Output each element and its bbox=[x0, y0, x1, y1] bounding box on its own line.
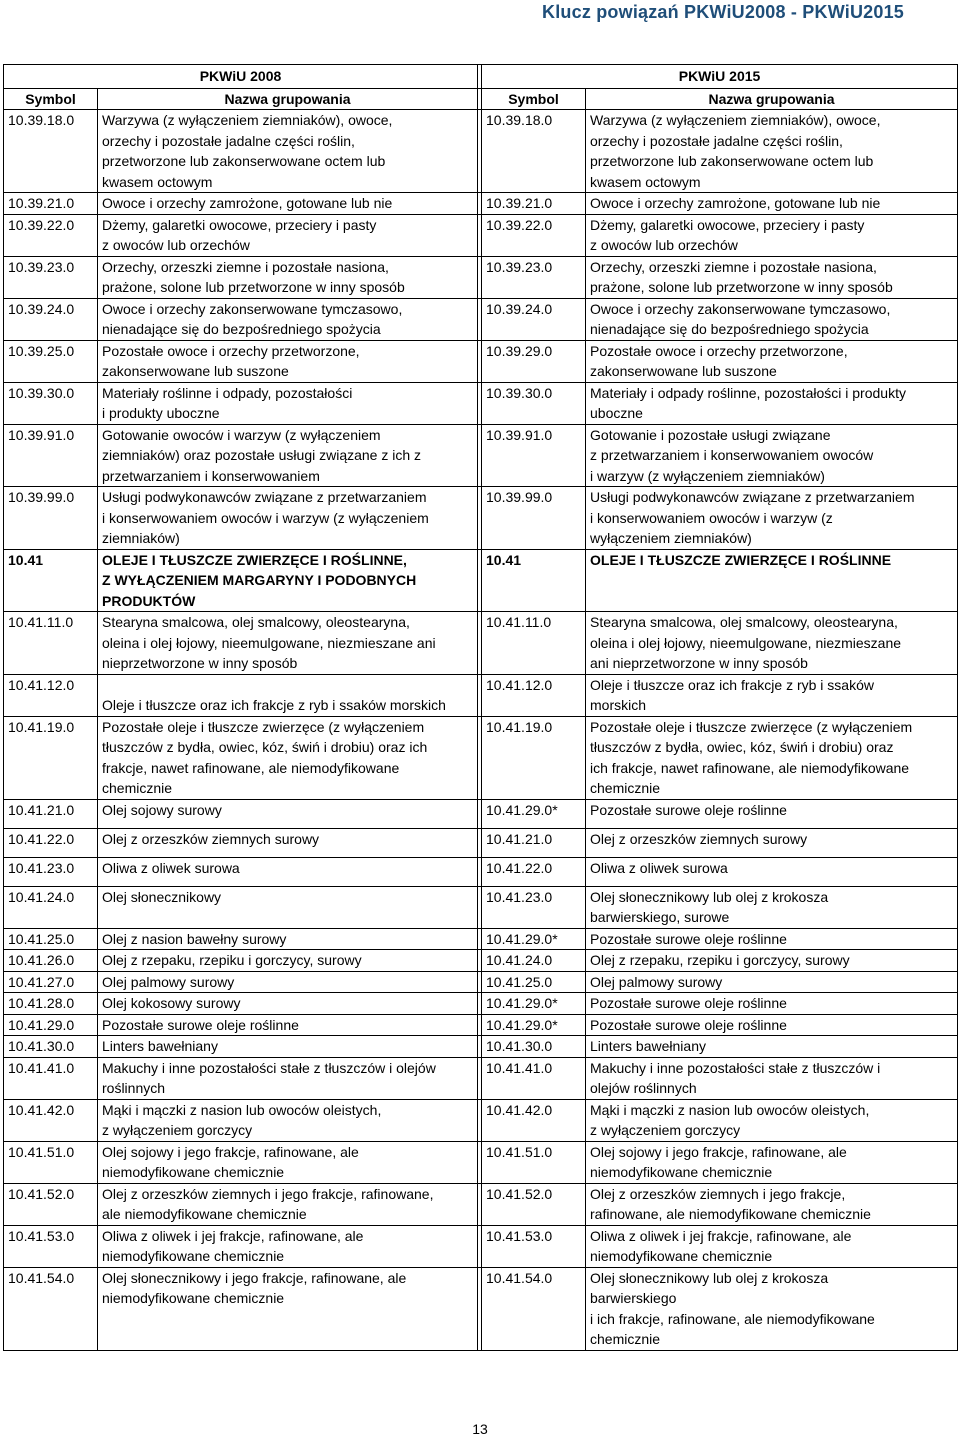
name-2015-cell: Makuchy i inne pozostałości stałe z tłuszczów i olejów roślinnych bbox=[586, 1057, 958, 1099]
name-2015-cell: Oliwa z oliwek surowa bbox=[586, 857, 958, 886]
table-row bbox=[4, 993, 958, 1015]
symbol-2008-cell: 10.41.19.0 bbox=[4, 716, 98, 799]
name-2008-cell: Olej z orzeszków ziemnych i jego frakcje, rafinowane, ale niemodyfikowane chemicznie bbox=[98, 1183, 478, 1225]
table-row bbox=[4, 487, 958, 550]
table-column-header-row bbox=[4, 89, 958, 110]
name-2008-cell: Owoce i orzechy zamrożone, gotowane lub nie bbox=[98, 193, 478, 215]
name-2015-cell: Olej palmowy surowy bbox=[586, 971, 958, 993]
name-2015-cell: Pozostałe oleje i tłuszcze zwierzęce (z wyłączeniem tłuszczów z bydła, owiec, kóz, świń i drobiu) oraz ich frakcje, nawet rafinowane, ale niemodyfikowane chemicznie bbox=[586, 716, 958, 799]
symbol-2008-cell: 10.41.22.0 bbox=[4, 828, 98, 857]
symbol-2015-cell: 10.41.52.0 bbox=[482, 1183, 586, 1225]
symbol-2015-cell: 10.41.11.0 bbox=[482, 612, 586, 675]
name-2015-cell: Linters bawełniany bbox=[586, 1036, 958, 1058]
name-2008-cell: Pozostałe surowe oleje roślinne bbox=[98, 1014, 478, 1036]
group-header-pkwiu-2015: PKWiU 2015 bbox=[482, 65, 958, 89]
name-2008-cell: Oliwa z oliwek surowa bbox=[98, 857, 478, 886]
name-2008-cell: Olej słonecznikowy i jego frakcje, rafinowane, ale niemodyfikowane chemicznie bbox=[98, 1267, 478, 1350]
symbol-2015-cell: 10.41.12.0 bbox=[482, 674, 586, 716]
name-2015-cell: Mąki i mączki z nasion lub owoców oleistych, z wyłączeniem gorczycy bbox=[586, 1099, 958, 1141]
name-2008-cell: Owoce i orzechy zakonserwowane tymczasowo, nienadające się do bezpośredniego spożycia bbox=[98, 298, 478, 340]
table-row bbox=[4, 214, 958, 256]
name-2015-cell: Dżemy, galaretki owocowe, przeciery i pasty z owoców lub orzechów bbox=[586, 214, 958, 256]
symbol-2015-cell: 10.41.29.0* bbox=[482, 799, 586, 828]
symbol-2008-cell: 10.41.26.0 bbox=[4, 950, 98, 972]
name-2008-cell: Oliwa z oliwek i jej frakcje, rafinowane, ale niemodyfikowane chemicznie bbox=[98, 1225, 478, 1267]
name-2015-cell: Olej z rzepaku, rzepiku i gorczycy, surowy bbox=[586, 950, 958, 972]
symbol-2008-cell: 10.39.24.0 bbox=[4, 298, 98, 340]
name-2015-cell: Stearyna smalcowa, olej smalcowy, oleostearyna, oleina i olej łojowy, nieemulgowane, niezmieszane ani nieprzetworzone w inny sposób bbox=[586, 612, 958, 675]
symbol-2008-cell: 10.41.12.0 bbox=[4, 674, 98, 716]
symbol-2015-cell: 10.39.21.0 bbox=[482, 193, 586, 215]
name-2008-cell: Olej sojowy surowy bbox=[98, 799, 478, 828]
classification-key-table bbox=[3, 64, 958, 1351]
table-row bbox=[4, 193, 958, 215]
name-2015-cell: Warzywa (z wyłączeniem ziemniaków), owoce, orzechy i pozostałe jadalne części roślin, przetworzone lub zakonserwowane octem lub kwasem octowym bbox=[586, 110, 958, 193]
name-2008-cell: Mąki i mączki z nasion lub owoców oleistych, z wyłączeniem gorczycy bbox=[98, 1099, 478, 1141]
symbol-2015-cell: 10.39.22.0 bbox=[482, 214, 586, 256]
symbol-2008-cell: 10.41.11.0 bbox=[4, 612, 98, 675]
symbol-2015-cell: 10.41.54.0 bbox=[482, 1267, 586, 1350]
name-2015-cell: Olej słonecznikowy lub olej z krokosza barwierskiego i ich frakcje, rafinowane, ale niemodyfikowane chemicznie bbox=[586, 1267, 958, 1350]
symbol-2015-cell: 10.41.42.0 bbox=[482, 1099, 586, 1141]
name-2008-cell: OLEJE I TŁUSZCZE ZWIERZĘCE I ROŚLINNE, Z WYŁĄCZENIEM MARGARYNY I PODOBNYCH PRODUKTÓW bbox=[98, 549, 478, 612]
table-row bbox=[4, 382, 958, 424]
symbol-2008-cell: 10.41.53.0 bbox=[4, 1225, 98, 1267]
table-row bbox=[4, 1014, 958, 1036]
table-row bbox=[4, 1183, 958, 1225]
table-row bbox=[4, 298, 958, 340]
symbol-2015-cell: 10.41.22.0 bbox=[482, 857, 586, 886]
symbol-2008-cell: 10.41.23.0 bbox=[4, 857, 98, 886]
table-body bbox=[4, 110, 958, 1351]
table-group-header-row bbox=[4, 65, 958, 89]
symbol-2015-cell: 10.41.29.0* bbox=[482, 993, 586, 1015]
page-number: 13 bbox=[472, 1421, 488, 1437]
table-row bbox=[4, 1141, 958, 1183]
name-2008-cell: Dżemy, galaretki owocowe, przeciery i pasty z owoców lub orzechów bbox=[98, 214, 478, 256]
table-row bbox=[4, 340, 958, 382]
name-2015-cell: Olej sojowy i jego frakcje, rafinowane, ale niemodyfikowane chemicznie bbox=[586, 1141, 958, 1183]
symbol-2008-cell: 10.39.30.0 bbox=[4, 382, 98, 424]
symbol-2015-cell: 10.41.30.0 bbox=[482, 1036, 586, 1058]
name-2008-cell: Linters bawełniany bbox=[98, 1036, 478, 1058]
name-2015-cell: Materiały i odpady roślinne, pozostałości i produkty uboczne bbox=[586, 382, 958, 424]
name-2015-cell: Pozostałe surowe oleje roślinne bbox=[586, 799, 958, 828]
table-row bbox=[4, 1225, 958, 1267]
symbol-2015-cell: 10.41 bbox=[482, 549, 586, 612]
symbol-2008-cell: 10.41.52.0 bbox=[4, 1183, 98, 1225]
name-2015-cell: Orzechy, orzeszki ziemne i pozostałe nasiona, prażone, solone lub przetworzone w inny sposób bbox=[586, 256, 958, 298]
group-header-pkwiu-2008: PKWiU 2008 bbox=[4, 65, 478, 89]
symbol-2015-cell: 10.41.53.0 bbox=[482, 1225, 586, 1267]
name-2008-cell: Pozostałe oleje i tłuszcze zwierzęce (z wyłączeniem tłuszczów z bydła, owiec, kóz, świń i drobiu) oraz ich frakcje, nawet rafinowane, ale niemodyfikowane chemicznie bbox=[98, 716, 478, 799]
name-2015-cell: Owoce i orzechy zakonserwowane tymczasowo, nienadające się do bezpośredniego spożycia bbox=[586, 298, 958, 340]
table-row bbox=[4, 886, 958, 928]
table-row bbox=[4, 424, 958, 487]
name-2008-cell: Olej słonecznikowy bbox=[98, 886, 478, 928]
name-2015-cell: Pozostałe surowe oleje roślinne bbox=[586, 1014, 958, 1036]
symbol-2015-cell: 10.41.24.0 bbox=[482, 950, 586, 972]
name-2015-cell: Olej z orzeszków ziemnych i jego frakcje, rafinowane, ale niemodyfikowane chemicznie bbox=[586, 1183, 958, 1225]
symbol-2008-cell: 10.39.91.0 bbox=[4, 424, 98, 487]
name-2015-cell: Olej słonecznikowy lub olej z krokosza barwierskiego, surowe bbox=[586, 886, 958, 928]
name-2015-cell: Gotowanie i pozostałe usługi związane z przetwarzaniem i konserwowaniem owoców i warzyw (z wyłączeniem ziemniaków) bbox=[586, 424, 958, 487]
table-row bbox=[4, 1057, 958, 1099]
symbol-2015-cell: 10.39.18.0 bbox=[482, 110, 586, 193]
table-row bbox=[4, 1036, 958, 1058]
table-row bbox=[4, 828, 958, 857]
name-2008-cell: Orzechy, orzeszki ziemne i pozostałe nasiona, prażone, solone lub przetworzone w inny sposób bbox=[98, 256, 478, 298]
symbol-2008-cell: 10.41.29.0 bbox=[4, 1014, 98, 1036]
name-2008-cell: Olej z nasion bawełny surowy bbox=[98, 928, 478, 950]
symbol-2015-cell: 10.39.24.0 bbox=[482, 298, 586, 340]
name-2008-cell: Olej z orzeszków ziemnych surowy bbox=[98, 828, 478, 857]
name-2015-cell: Olej z orzeszków ziemnych surowy bbox=[586, 828, 958, 857]
symbol-2008-cell: 10.41.42.0 bbox=[4, 1099, 98, 1141]
name-2015-cell: OLEJE I TŁUSZCZE ZWIERZĘCE I ROŚLINNE bbox=[586, 549, 958, 612]
name-2008-cell: Oleje i tłuszcze oraz ich frakcje z ryb i ssaków morskich bbox=[98, 674, 478, 716]
name-2008-cell: Olej z rzepaku, rzepiku i gorczycy, surowy bbox=[98, 950, 478, 972]
symbol-2008-cell: 10.41.21.0 bbox=[4, 799, 98, 828]
column-header-symbol-2008: Symbol bbox=[4, 89, 98, 110]
name-2008-cell: Gotowanie owoców i warzyw (z wyłączeniem ziemniaków) oraz pozostałe usługi związane z ich z przetwarzaniem i konserwowaniem bbox=[98, 424, 478, 487]
name-2015-cell: Pozostałe surowe oleje roślinne bbox=[586, 993, 958, 1015]
table-row bbox=[4, 1099, 958, 1141]
symbol-2008-cell: 10.41 bbox=[4, 549, 98, 612]
table-row bbox=[4, 110, 958, 193]
name-2008-cell: Stearyna smalcowa, olej smalcowy, oleostearyna, oleina i olej łojowy, nieemulgowane, niezmieszane ani nieprzetworzone w inny sposób bbox=[98, 612, 478, 675]
symbol-2015-cell: 10.39.30.0 bbox=[482, 382, 586, 424]
symbol-2008-cell: 10.41.24.0 bbox=[4, 886, 98, 928]
name-2015-cell: Pozostałe owoce i orzechy przetworzone, zakonserwowane lub suszone bbox=[586, 340, 958, 382]
table-row bbox=[4, 549, 958, 612]
column-header-symbol-2015: Symbol bbox=[482, 89, 586, 110]
name-2008-cell: Makuchy i inne pozostałości stałe z tłuszczów i olejów roślinnych bbox=[98, 1057, 478, 1099]
symbol-2008-cell: 10.39.18.0 bbox=[4, 110, 98, 193]
name-2015-cell: Oleje i tłuszcze oraz ich frakcje z ryb i ssaków morskich bbox=[586, 674, 958, 716]
table-row bbox=[4, 256, 958, 298]
symbol-2008-cell: 10.39.25.0 bbox=[4, 340, 98, 382]
name-2008-cell: Usługi podwykonawców związane z przetwarzaniem i konserwowaniem owoców i warzyw (z wyłączeniem ziemniaków) bbox=[98, 487, 478, 550]
symbol-2008-cell: 10.39.21.0 bbox=[4, 193, 98, 215]
name-2015-cell: Oliwa z oliwek i jej frakcje, rafinowane, ale niemodyfikowane chemicznie bbox=[586, 1225, 958, 1267]
name-2015-cell: Owoce i orzechy zamrożone, gotowane lub nie bbox=[586, 193, 958, 215]
symbol-2008-cell: 10.41.41.0 bbox=[4, 1057, 98, 1099]
symbol-2015-cell: 10.39.29.0 bbox=[482, 340, 586, 382]
table-row bbox=[4, 716, 958, 799]
symbol-2015-cell: 10.41.19.0 bbox=[482, 716, 586, 799]
column-header-name-2015: Nazwa grupowania bbox=[586, 89, 958, 110]
name-2015-cell: Usługi podwykonawców związane z przetwarzaniem i konserwowaniem owoców i warzyw (z wyłączeniem ziemniaków) bbox=[586, 487, 958, 550]
name-2008-cell: Olej sojowy i jego frakcje, rafinowane, ale niemodyfikowane chemicznie bbox=[98, 1141, 478, 1183]
table-row bbox=[4, 1267, 958, 1350]
document-header-title: Klucz powiązań PKWiU2008 - PKWiU2015 bbox=[542, 2, 904, 22]
name-2008-cell: Olej kokosowy surowy bbox=[98, 993, 478, 1015]
symbol-2015-cell: 10.41.29.0* bbox=[482, 928, 586, 950]
name-2008-cell: Pozostałe owoce i orzechy przetworzone, zakonserwowane lub suszone bbox=[98, 340, 478, 382]
column-header-name-2008: Nazwa grupowania bbox=[98, 89, 478, 110]
table-row bbox=[4, 799, 958, 828]
name-2008-cell: Olej palmowy surowy bbox=[98, 971, 478, 993]
name-2008-cell: Materiały roślinne i odpady, pozostałości i produkty uboczne bbox=[98, 382, 478, 424]
symbol-2008-cell: 10.41.54.0 bbox=[4, 1267, 98, 1350]
symbol-2008-cell: 10.41.30.0 bbox=[4, 1036, 98, 1058]
symbol-2008-cell: 10.39.23.0 bbox=[4, 256, 98, 298]
symbol-2015-cell: 10.41.41.0 bbox=[482, 1057, 586, 1099]
symbol-2015-cell: 10.41.21.0 bbox=[482, 828, 586, 857]
symbol-2008-cell: 10.41.25.0 bbox=[4, 928, 98, 950]
symbol-2008-cell: 10.39.22.0 bbox=[4, 214, 98, 256]
symbol-2015-cell: 10.41.23.0 bbox=[482, 886, 586, 928]
symbol-2008-cell: 10.41.27.0 bbox=[4, 971, 98, 993]
symbol-2015-cell: 10.41.51.0 bbox=[482, 1141, 586, 1183]
symbol-2015-cell: 10.39.91.0 bbox=[482, 424, 586, 487]
name-2015-cell: Pozostałe surowe oleje roślinne bbox=[586, 928, 958, 950]
name-2008-cell: Warzywa (z wyłączeniem ziemniaków), owoce, orzechy i pozostałe jadalne części roślin, przetworzone lub zakonserwowane octem lub kwasem octowym bbox=[98, 110, 478, 193]
table-row bbox=[4, 674, 958, 716]
symbol-2008-cell: 10.41.51.0 bbox=[4, 1141, 98, 1183]
symbol-2008-cell: 10.39.99.0 bbox=[4, 487, 98, 550]
table-row bbox=[4, 612, 958, 675]
table-row bbox=[4, 928, 958, 950]
table-row bbox=[4, 971, 958, 993]
symbol-2015-cell: 10.39.23.0 bbox=[482, 256, 586, 298]
table-row bbox=[4, 950, 958, 972]
table-row bbox=[4, 857, 958, 886]
symbol-2015-cell: 10.39.99.0 bbox=[482, 487, 586, 550]
symbol-2015-cell: 10.41.29.0* bbox=[482, 1014, 586, 1036]
symbol-2015-cell: 10.41.25.0 bbox=[482, 971, 586, 993]
symbol-2008-cell: 10.41.28.0 bbox=[4, 993, 98, 1015]
